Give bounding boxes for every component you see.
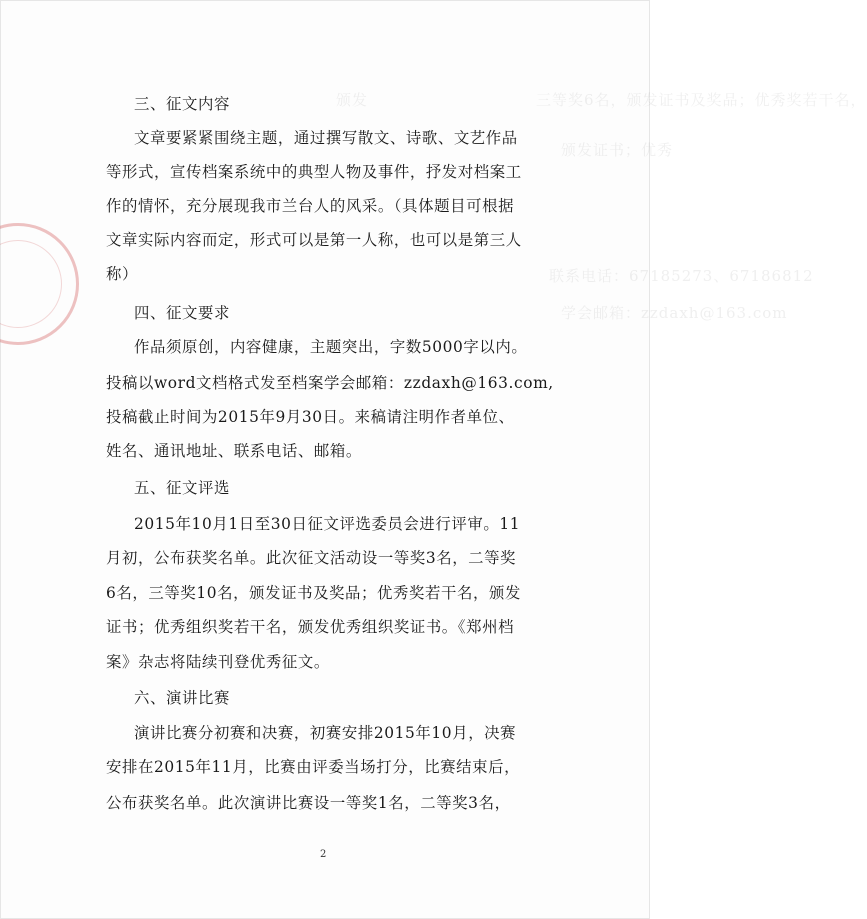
paragraph-line: 案》杂志将陆续刊登优秀征文。 [106,653,330,671]
paragraph-line: 投稿截止时间为2015年9月30日。来稿请注明作者单位、 [106,408,515,426]
section-heading-content: 三、征文内容 [134,95,230,113]
paragraph-line: 6名，三等奖10名，颁发证书及奖品；优秀奖若干名，颁发 [106,584,521,602]
page-number: 2 [320,849,327,860]
paragraph-line: 演讲比赛分初赛和决赛，初赛安排2015年10月，决赛 [134,724,517,742]
paragraph-line: 证书；优秀组织奖若干名，颁发优秀组织奖证书。《郑州档 [106,618,515,636]
section-heading-selection: 五、征文评选 [134,479,230,497]
paragraph-line: 文章实际内容而定，形式可以是第一人称，也可以是第三人 [106,231,522,249]
paragraph-line: 月初，公布获奖名单。此次征文活动设一等奖3名，二等奖 [106,549,517,567]
paragraph-line: 作的情怀，充分展现我市兰台人的风采。（具体题目可根据 [106,197,515,215]
paragraph-line: 作品须原创，内容健康，主题突出，字数5000字以内。 [134,338,528,356]
paragraph-line: 称） [106,265,138,283]
bleed-through-text: 颁发证书；优秀 [561,141,674,159]
paragraph-line: 等形式，宣传档案系统中的典型人物及事件，抒发对档案工 [106,163,522,181]
paragraph-line: 2015年10月1日至30日征文评选委员会进行评审。11 [134,515,521,533]
paragraph-line: 公布获奖名单。此次演讲比赛设一等奖1名，二等奖3名， [106,794,511,812]
paragraph-line: 文章要紧紧围绕主题，通过撰写散文、诗歌、文艺作品 [134,129,518,147]
paragraph-line: 姓名、通讯地址、联系电话、邮箱。 [106,442,362,460]
red-seal-stamp [0,223,79,345]
bleed-through-text: 三等奖6名，颁发证书及奖品；优秀奖若干名， [536,91,867,109]
paragraph-line: 安排在2015年11月，比赛由评委当场打分，比赛结束后， [106,758,521,776]
section-heading-requirements: 四、征文要求 [134,304,230,322]
bleed-through-text: 颁发 [336,91,369,109]
paragraph-line: 投稿以word文档格式发至档案学会邮箱：zzdaxh@163.com, [106,374,554,392]
section-heading-speech: 六、演讲比赛 [134,689,230,707]
bleed-through-text: 学会邮箱：zzdaxh@163.com [561,304,788,322]
bleed-through-text: 联系电话：67185273、67186812 [549,267,814,285]
